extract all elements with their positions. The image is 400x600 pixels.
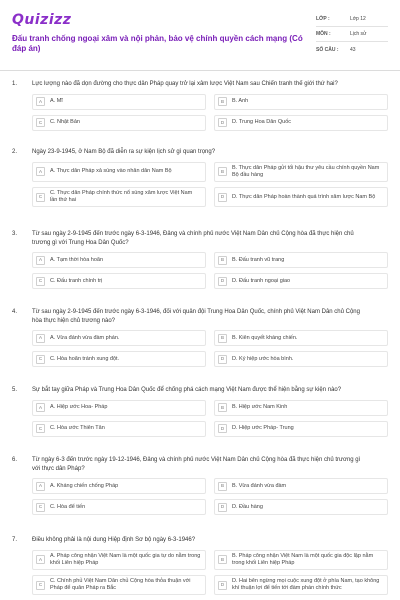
question-number: 4.: [12, 309, 18, 315]
question-7: [12, 536, 388, 595]
option-text: D. Đấu tranh ngoại giao: [232, 277, 291, 284]
option-a[interactable]: [32, 330, 206, 346]
option-text: C. Chính phủ Việt Nam Dân chủ Cộng hòa thỏa thuận với Pháp để quân Pháp ra Bắc: [50, 577, 191, 592]
option-b[interactable]: [214, 400, 388, 416]
option-text: A. Mĩ: [50, 98, 63, 105]
option-c[interactable]: [32, 499, 206, 515]
question-text: Ngày 23-9-1945, ở Nam Bộ đã diễn ra sự kiện lịch sử gì quan trọng?: [32, 149, 216, 155]
meta-key: MÔN :: [316, 31, 331, 37]
question-text: Điều không phải là nội dung Hiệp định Sơ bộ ngày 6-3-1946?: [32, 537, 196, 543]
option-c[interactable]: [32, 187, 206, 207]
option-text: A. Hiệp ước Hoa- Pháp: [50, 404, 108, 411]
option-letter-box: A: [36, 334, 45, 343]
option-letter-box: C: [36, 424, 45, 433]
question-text: Từ sau ngày 2-9-1945 đến trước ngày 6-3-1946, Đảng và chính phủ nước Việt Nam Dân chủ Cộng hòa đã thực hiện chủ trương gì với Trung Hoa Dân Quốc?: [32, 231, 354, 246]
option-letter-box: D: [218, 503, 227, 512]
option-letter-box: A: [36, 167, 45, 176]
option-letter-box: B: [218, 555, 227, 564]
option-letter-box: C: [36, 581, 45, 590]
option-letter-box: D: [218, 424, 227, 433]
quizizz-logo: Quizizz: [12, 12, 72, 28]
question-text: Sự bắt tay giữa Pháp và Trung Hoa Dân Quốc để chống phá cách mạng Việt Nam được thể hiện bằng sự kiện nào?: [32, 387, 342, 393]
option-text: A. Thực dân Pháp xả súng vào nhân dân Nam Bộ: [50, 168, 172, 175]
question-header: [12, 148, 388, 157]
options-grid: [32, 252, 388, 289]
options-grid: [32, 550, 388, 596]
question-6: [12, 456, 388, 515]
option-text: C. Hòa hoãn tránh xung đột.: [50, 355, 120, 362]
option-text: D. Hai bên ngừng mọi cuộc xung đột ở phía Nam, tạo không khí thuận lợi để tiến tới đàm phán chính thức: [232, 577, 380, 592]
option-letter-box: D: [218, 193, 227, 202]
option-a[interactable]: [32, 478, 206, 494]
option-b[interactable]: [214, 162, 388, 182]
option-letter-box: B: [218, 97, 227, 106]
option-letter-box: D: [218, 355, 227, 364]
option-text: D. Thực dân Pháp hoàn thành quá trình xâm lược Nam Bộ: [232, 193, 376, 200]
option-c[interactable]: [32, 575, 206, 595]
option-letter-box: C: [36, 277, 45, 286]
option-letter-box: C: [36, 503, 45, 512]
question-2: [12, 148, 388, 207]
option-d[interactable]: [214, 351, 388, 367]
question-header: [12, 308, 388, 325]
question-header: [12, 230, 388, 247]
question-number: 5.: [12, 387, 18, 393]
option-letter-box: D: [218, 581, 227, 590]
options-grid: [32, 330, 388, 367]
option-b[interactable]: [214, 330, 388, 346]
option-text: B. Đấu tranh vũ trang: [232, 256, 285, 263]
meta-value: Lịch sử: [350, 31, 367, 37]
option-b[interactable]: [214, 550, 388, 570]
meta-key: LỚP :: [316, 16, 330, 22]
option-letter-box: B: [218, 403, 227, 412]
option-text: A. Kháng chiến chống Pháp: [50, 482, 119, 489]
option-b[interactable]: [214, 252, 388, 268]
option-letter-box: B: [218, 256, 227, 265]
option-text: B. Pháp công nhận Việt Nam là một quốc gia độc lập nằm trong khối Liên hiệp Pháp: [232, 552, 374, 566]
options-grid: [32, 162, 388, 208]
options-grid: [32, 478, 388, 515]
question-number: 6.: [12, 457, 18, 463]
question-text: Từ ngày 6-3 đến trước ngày 19-12-1946, Đảng và chính phủ nước Việt Nam Dân chủ Cộng hòa đã thực hiện chủ trương gì với thực dân Pháp?: [32, 457, 361, 472]
option-text: C. Hòa ước Thiên Tân: [50, 425, 105, 432]
option-letter-box: C: [36, 118, 45, 127]
option-letter-box: B: [218, 482, 227, 491]
header-divider: [0, 70, 400, 71]
question-number: 3.: [12, 231, 18, 237]
options-grid: [32, 94, 388, 131]
worksheet-title: Đấu tranh chống ngoại xâm và nội phản, bảo vệ chính quyền cách mạng (Có đáp án): [12, 34, 303, 54]
option-letter-box: A: [36, 97, 45, 106]
option-text: D. Đầu hàng: [232, 503, 263, 510]
option-c[interactable]: [32, 273, 206, 289]
option-d[interactable]: [214, 421, 388, 437]
option-text: C. Nhật Bản: [50, 119, 80, 126]
meta-table: [316, 12, 388, 57]
option-letter-box: B: [218, 167, 227, 176]
option-a[interactable]: [32, 252, 206, 268]
option-text: C. Hòa để tiến: [50, 503, 86, 510]
option-b[interactable]: [214, 94, 388, 110]
option-d[interactable]: [214, 273, 388, 289]
meta-row-subject: [316, 27, 388, 42]
question-text: Lực lượng nào đã dọn đường cho thực dân Pháp quay trở lại xâm lược Việt Nam sau Chiến tranh thế giới thứ hai?: [32, 81, 338, 87]
option-text: D. Hiệp ước Pháp- Trung: [232, 425, 294, 432]
option-letter-box: D: [218, 118, 227, 127]
option-letter-box: A: [36, 555, 45, 564]
option-d[interactable]: [214, 187, 388, 207]
option-text: B. Hiệp ước Nam Kinh: [232, 404, 288, 411]
option-a[interactable]: [32, 162, 206, 182]
question-number: 1.: [12, 81, 18, 87]
question-header: [12, 456, 388, 473]
option-c[interactable]: [32, 351, 206, 367]
option-text: A. Pháp công nhận Việt Nam là một quốc gia tự do nằm trong khối Liên hiệp Pháp: [50, 552, 201, 566]
option-text: B. Anh: [232, 98, 249, 105]
option-text: C. Thực dân Pháp chính thức nổ súng xâm lược Việt Nam lần thứ hai: [50, 189, 193, 204]
option-letter-box: B: [218, 334, 227, 343]
option-letter-box: D: [218, 277, 227, 286]
options-grid: [32, 400, 388, 437]
question-header: [12, 80, 388, 89]
option-text: A. Tạm thời hòa hoãn: [50, 256, 104, 263]
option-text: B. Kiên quyết kháng chiến.: [232, 334, 298, 341]
option-d[interactable]: [214, 499, 388, 515]
option-a[interactable]: [32, 94, 206, 110]
option-text: C. Đấu tranh chính trị: [50, 277, 103, 284]
option-a[interactable]: [32, 550, 206, 570]
option-text: A. Vừa đánh vừa đàm phán.: [50, 334, 120, 341]
meta-row-count: [316, 42, 388, 57]
worksheet-header: [0, 0, 400, 66]
question-text: Từ sau ngày 2-9-1945 đến trước ngày 6-3-1946, đối với quân đội Trung Hoa Dân Quốc, chính phủ Việt Nam Dân chủ Cộng hòa thực hiện chủ trương nào?: [32, 309, 360, 324]
meta-value: 43: [350, 46, 356, 53]
question-5: [12, 386, 388, 437]
question-number: 7.: [12, 537, 18, 543]
option-letter-box: A: [36, 403, 45, 412]
meta-key: SỐ CÂU :: [316, 46, 339, 53]
option-letter-box: A: [36, 256, 45, 265]
option-d[interactable]: [214, 575, 388, 595]
question-4: [12, 308, 388, 367]
option-letter-box: C: [36, 193, 45, 202]
option-text: D. Ký hiệp ước hòa bình.: [232, 355, 294, 362]
meta-row-grade: [316, 12, 388, 27]
option-text: B. Vừa đánh vừa đàm: [232, 482, 287, 489]
option-b[interactable]: [214, 478, 388, 494]
meta-value: Lớp 12: [350, 16, 366, 22]
question-header: [12, 386, 388, 395]
option-text: B. Thực dân Pháp gửi tối hậu thư yêu cầu chính quyền Nam Bộ đầu hàng: [232, 164, 380, 178]
option-d[interactable]: [214, 115, 388, 131]
option-a[interactable]: [32, 400, 206, 416]
question-1: [12, 80, 388, 131]
option-letter-box: A: [36, 482, 45, 491]
question-number: 2.: [12, 149, 18, 155]
option-text: D. Trung Hoa Dân Quốc: [232, 119, 292, 126]
option-c[interactable]: [32, 115, 206, 131]
question-3: [12, 230, 388, 289]
option-letter-box: C: [36, 355, 45, 364]
option-c[interactable]: [32, 421, 206, 437]
question-header: [12, 536, 388, 545]
